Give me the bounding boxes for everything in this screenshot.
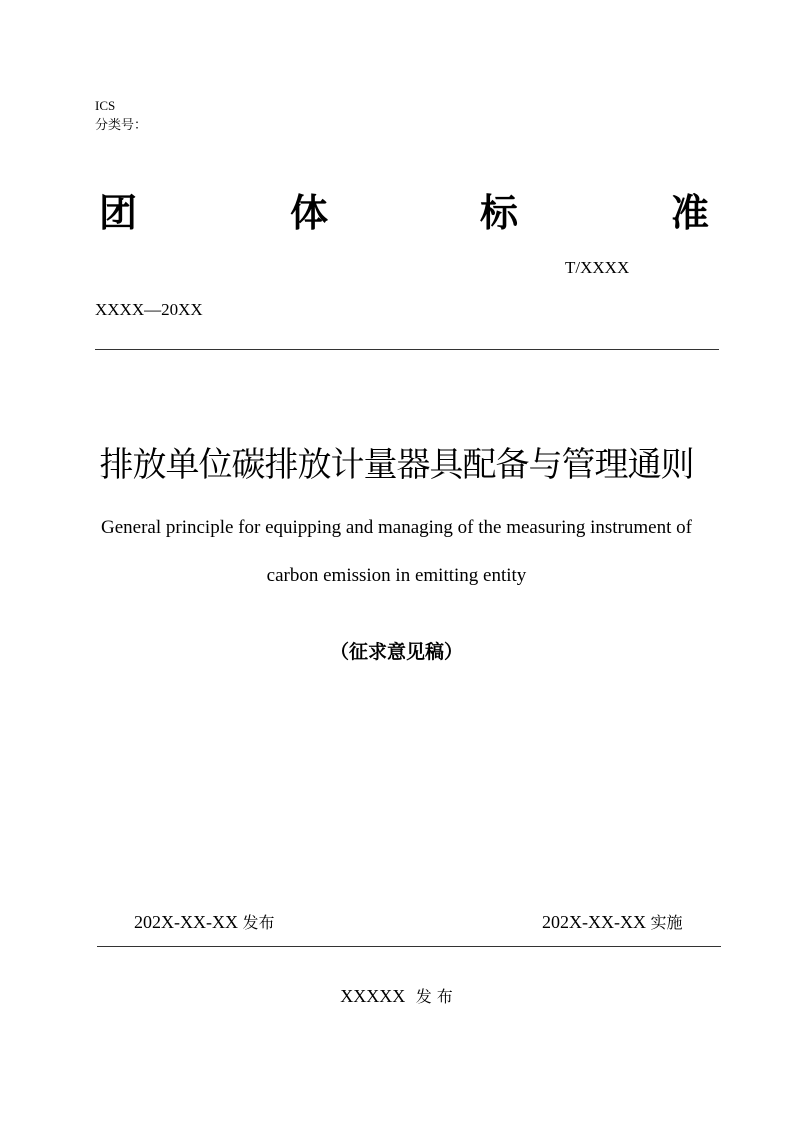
standard-number-code: XXXX—20XX bbox=[95, 300, 203, 319]
implement-date: 202X-XX-XX bbox=[542, 912, 646, 932]
standard-type-char-1: 团 bbox=[99, 190, 138, 235]
document-title-en-line1: General principle for equipping and managing of the measuring instrument of bbox=[101, 517, 692, 538]
issuer-label: 发 布 bbox=[415, 987, 453, 1006]
ics-label: ICS bbox=[95, 98, 116, 113]
issuer-block bbox=[0, 985, 793, 1008]
standard-type-char-4: 准 bbox=[671, 190, 710, 235]
implement-date-block bbox=[542, 911, 683, 934]
classification-label: 分类号： bbox=[95, 118, 148, 133]
draft-status: （征求意见稿） bbox=[329, 641, 463, 663]
standard-type-char-3: 标 bbox=[480, 190, 519, 235]
standard-type-char-2: 体 bbox=[290, 190, 329, 235]
standard-number-prefix: T/XXXX bbox=[565, 258, 630, 277]
publish-date: 202X-XX-XX bbox=[134, 912, 238, 932]
document-title-en-line2: carbon emission in emitting entity bbox=[266, 565, 527, 586]
publish-date-block bbox=[134, 911, 275, 934]
document-title-zh: 排放单位碳排放计量器具配备与管理通则 bbox=[99, 445, 694, 485]
bottom-divider bbox=[97, 946, 721, 947]
implement-label: 实施 bbox=[650, 913, 683, 932]
issuer-name: XXXXX bbox=[340, 986, 406, 1006]
publish-label: 发布 bbox=[242, 913, 275, 932]
top-divider bbox=[95, 349, 719, 350]
